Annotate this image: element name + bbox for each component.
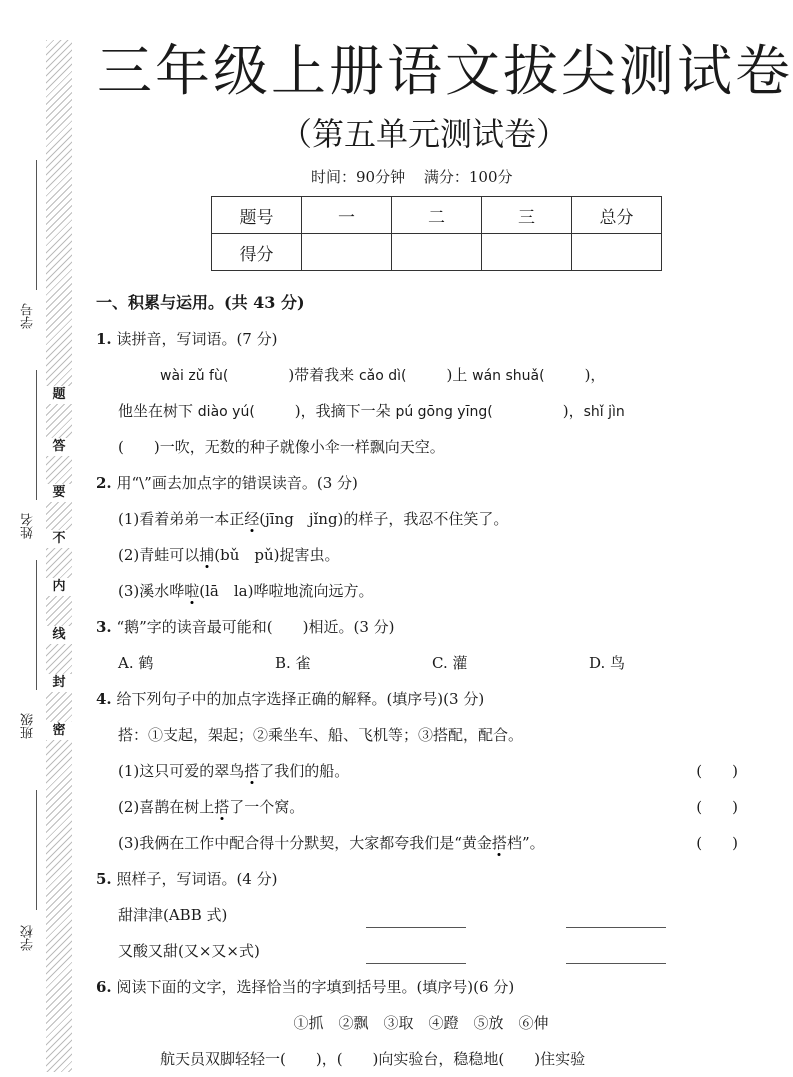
text: (1)这只可爱的翠鸟 <box>118 762 245 780</box>
question-4-item-1[interactable] <box>96 753 746 789</box>
answer-blank[interactable] <box>366 949 466 964</box>
question-number: 6. <box>96 978 112 996</box>
dotted-char: 搭 <box>491 834 507 852</box>
question-2-item-1[interactable] <box>96 501 746 537</box>
dotted-char: 搭 <box>214 798 230 816</box>
student-id-line[interactable] <box>36 160 37 290</box>
answer-blank[interactable] <box>566 949 666 964</box>
text: 了我们的船。 <box>259 762 350 780</box>
text: )，我摘下一朵 <box>294 402 391 420</box>
seal-char: 线 <box>46 626 72 644</box>
example-word: 甜津津(ABB 式) <box>118 906 228 924</box>
text: 他坐在树下 <box>118 402 194 420</box>
score-row-label: 得分 <box>212 234 302 271</box>
question-2-item-2[interactable] <box>96 537 746 573</box>
text: (2)青蛙可以 <box>118 546 200 564</box>
text: (1)看着弟弟一本正 <box>118 510 245 528</box>
question-6-stem <box>96 969 746 1005</box>
time-limit: 时间：90分钟 <box>311 168 406 186</box>
exam-content <box>96 285 746 1077</box>
school-line[interactable] <box>36 790 37 910</box>
question-4-definitions: 搭：①支起，架起；②乘坐车、船、飞机等；③搭配，配合。 <box>118 726 524 744</box>
question-number: 1. <box>96 330 112 348</box>
dotted-char: 搭 <box>244 762 260 780</box>
question-5-stem <box>96 861 746 897</box>
full-score: 满分：100分 <box>423 168 513 186</box>
option-a[interactable]: A. 鹤 <box>118 654 154 672</box>
question-4-item-3[interactable] <box>96 825 746 861</box>
student-id-label: 学号 <box>21 303 36 329</box>
pinyin: pú gōng yīng( <box>395 404 493 420</box>
option-b[interactable]: B. 雀 <box>275 654 311 672</box>
text: (2)喜鹊在树上 <box>118 798 215 816</box>
exam-time-info <box>311 166 527 187</box>
question-4-stem <box>96 681 746 717</box>
question-text: 照样子，写词语。(4 分) <box>116 870 278 888</box>
text: (bǔ pǔ)捉害虫。 <box>214 546 340 564</box>
exam-title: 三年级上册语文拔尖测试卷 <box>97 39 793 103</box>
answer-paren[interactable]: ( ) <box>696 798 738 816</box>
score-table-header: 三 <box>482 197 572 234</box>
question-4-item-2[interactable] <box>96 789 746 825</box>
text: )带着我来 <box>288 366 355 384</box>
seal-char: 答 <box>46 438 72 456</box>
pinyin: shǐ jìn <box>583 404 625 420</box>
seal-char: 题 <box>46 386 72 404</box>
question-3-options <box>96 645 746 681</box>
question-number: 4. <box>96 690 112 708</box>
name-line[interactable] <box>36 370 37 500</box>
school-label: 学校 <box>21 925 36 951</box>
seal-char: 不 <box>46 530 72 548</box>
seal-char: 封 <box>46 674 72 692</box>
question-text: 阅读下面的文字，选择恰当的字填到括号里。(填序号)(6 分) <box>116 978 515 996</box>
text: )， <box>562 402 584 420</box>
seal-char: 密 <box>46 722 72 740</box>
score-table-header: 二 <box>392 197 482 234</box>
question-text: 读拼音，写词语。(7 分) <box>116 330 278 348</box>
question-number: 5. <box>96 870 112 888</box>
question-2-stem <box>96 465 746 501</box>
class-label: 班级 <box>21 713 36 739</box>
pinyin: diào yú( <box>197 404 255 420</box>
question-6-passage-line[interactable]: 航天员双脚轻轻一( )，( )向实验台，稳稳地( )住实验 <box>160 1050 586 1068</box>
score-table-header-row <box>212 197 662 234</box>
text: (3)溪水哗 <box>118 582 185 600</box>
score-cell[interactable] <box>482 234 572 271</box>
question-text: “鹅”字的读音最可能和( )相近。(3 分) <box>116 618 395 636</box>
text: (3)我俩在工作中配合得十分默契，大家都夸我们是“黄金 <box>118 834 492 852</box>
question-6-choices: ①抓 ②飘 ③取 ④蹬 ⑤放 ⑥伸 <box>293 1014 549 1032</box>
seal-char: 要 <box>46 484 72 502</box>
question-text: 给下列句子中的加点字选择正确的解释。(填序号)(3 分) <box>116 690 485 708</box>
exam-subtitle: （第五单元测试卷） <box>280 115 569 153</box>
option-d[interactable]: D. 鸟 <box>589 654 626 672</box>
answer-blank[interactable] <box>566 913 666 928</box>
question-5-example-2 <box>96 933 746 969</box>
seal-char: 内 <box>46 578 72 596</box>
question-2-item-3[interactable] <box>96 573 746 609</box>
question-1-line-2[interactable] <box>96 393 746 429</box>
dotted-char: 经 <box>244 510 260 528</box>
question-1-line-3[interactable]: ( )一吹，无数的种子就像小伞一样飘向天空。 <box>118 438 445 456</box>
question-3-stem <box>96 609 746 645</box>
option-c[interactable]: C. 灌 <box>432 654 468 672</box>
score-cell[interactable] <box>302 234 392 271</box>
score-cell[interactable] <box>392 234 482 271</box>
question-number: 2. <box>96 474 112 492</box>
section-title: 一、积累与运用。(共 43 分) <box>96 293 305 312</box>
text: 了一个窝。 <box>229 798 305 816</box>
text: 档”。 <box>506 834 545 852</box>
class-line[interactable] <box>36 560 37 690</box>
answer-paren[interactable]: ( ) <box>696 762 738 780</box>
name-label: 姓名 <box>21 513 36 539</box>
text: (lā la)哗啦地流向远方。 <box>199 582 374 600</box>
text: )上 <box>446 366 468 384</box>
question-5-example-1 <box>96 897 746 933</box>
question-1-stem <box>96 321 746 357</box>
score-table-header: 题号 <box>212 197 302 234</box>
question-text: 用“\”画去加点字的错误读音。(3 分) <box>116 474 358 492</box>
example-word: 又酸又甜(又×又×式) <box>118 942 260 960</box>
text: (jīng jǐng)的样子，我忍不住笑了。 <box>259 510 509 528</box>
pinyin: wán shuǎ( <box>472 368 545 384</box>
pinyin: wài zǔ fù( <box>160 368 229 384</box>
score-table <box>211 196 662 271</box>
question-number: 3. <box>96 618 112 636</box>
dotted-char: 捕 <box>199 546 215 564</box>
answer-blank[interactable] <box>366 913 466 928</box>
text: )， <box>584 366 606 384</box>
score-table-header: 总分 <box>572 197 662 234</box>
score-cell[interactable] <box>572 234 662 271</box>
dotted-char: 啦 <box>184 582 200 600</box>
pinyin: cǎo dì( <box>358 368 407 384</box>
question-1-line-1[interactable] <box>96 357 746 393</box>
score-table-score-row <box>212 234 662 271</box>
answer-paren[interactable]: ( ) <box>696 834 738 852</box>
seal-line-strip <box>46 40 72 1072</box>
score-table-header: 一 <box>302 197 392 234</box>
